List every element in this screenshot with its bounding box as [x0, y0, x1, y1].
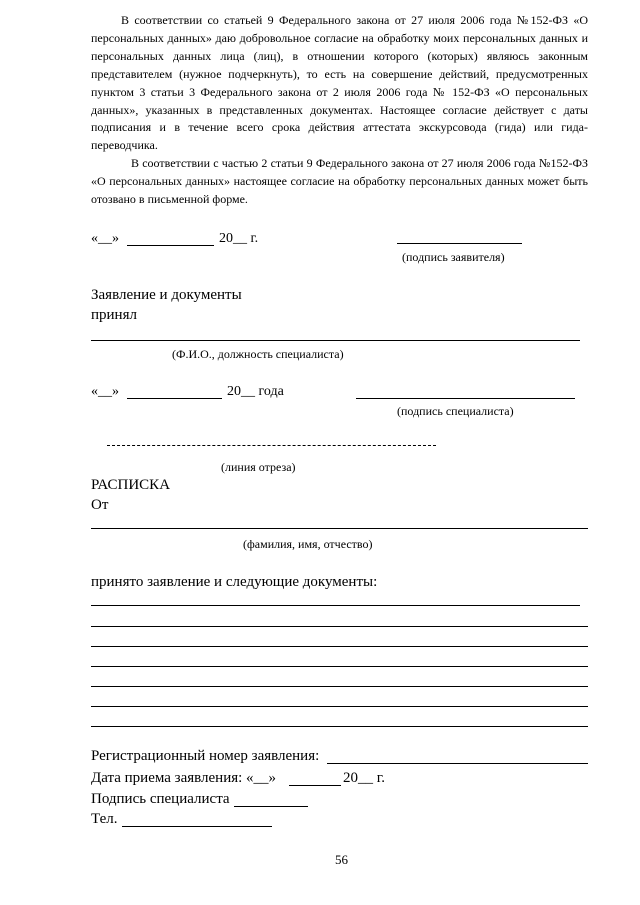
specialist-date-year: 20__ года: [227, 384, 284, 399]
receipt-name-caption: (фамилия, имя, отчество): [243, 537, 373, 551]
applicant-date-day: «__»: [91, 231, 119, 246]
documents-line-1: [91, 605, 580, 606]
applicant-signature-caption: (подпись заявителя): [402, 250, 505, 264]
receipt-date-month-line: [289, 785, 341, 786]
received-line-1: Заявление и документы: [91, 287, 242, 303]
reg-number-label: Регистрационный номер заявления:: [91, 748, 320, 764]
applicant-date-month-line: [127, 245, 214, 246]
phone-line: [122, 826, 272, 827]
consent-text: [91, 12, 588, 209]
cut-line: [107, 445, 436, 446]
applicant-signature-line: [397, 243, 522, 244]
specialist-signature-label: Подпись специалиста: [91, 791, 230, 807]
specialist-signature-line: [356, 398, 575, 399]
specialist-signature-field-line: [234, 806, 308, 807]
receipt-title: РАСПИСКА: [91, 477, 171, 493]
documents-line-4: [91, 666, 588, 667]
receipt-accepted: принято заявление и следующие документы:: [91, 574, 378, 590]
documents-line-2: [91, 626, 588, 627]
consent-paragraph-1: В соответствии со статьей 9 Федерального закона от 27 июля 2006 года №152-ФЗ «О персональных данных» даю добровольное согласие на обработку моих персональных данных и персональных данных лица (лиц), в отношении которого (которых) являюсь законным представителем (нужное подчеркнуть), то есть на совершение действий, предусмотренных пунктом 3 статьи 3 Федерального закона от 2 июля 2006 года № 152-ФЗ «О персональных данных», указанных в представленных документах. Настоящее согласие действует с даты подписания и в течение всего срока действия аттестата экскурсовода (гида) или гида-переводчика.: [91, 13, 588, 153]
reg-number-line: [327, 763, 588, 764]
receipt-name-line: [91, 528, 588, 529]
specialist-date-day: «__»: [91, 384, 119, 399]
specialist-name-caption: (Ф.И.О., должность специалиста): [172, 347, 344, 361]
documents-line-5: [91, 686, 588, 687]
receipt-from: От: [91, 497, 109, 513]
received-line-2: принял: [91, 307, 137, 323]
documents-line-3: [91, 646, 588, 647]
consent-paragraph-2: В соответствии с частью 2 статьи 9 Федерального закона от 27 июля 2006 года №152-ФЗ «О персональных данных» настоящее согласие на обработку персональных данных может быть отозвано в письменной форме.: [91, 156, 588, 207]
documents-line-6: [91, 706, 588, 707]
specialist-signature-caption: (подпись специалиста): [397, 404, 514, 418]
applicant-date-year: 20__ г.: [219, 231, 259, 246]
page-number: 56: [335, 852, 348, 867]
receipt-date-label: Дата приема заявления: «__»: [91, 770, 277, 786]
specialist-name-line: [91, 340, 580, 341]
phone-label: Тел.: [91, 811, 118, 827]
receipt-date-year: 20__ г.: [343, 770, 385, 786]
documents-line-7: [91, 726, 588, 727]
specialist-date-month-line: [127, 398, 222, 399]
cut-line-caption: (линия отреза): [221, 460, 296, 474]
